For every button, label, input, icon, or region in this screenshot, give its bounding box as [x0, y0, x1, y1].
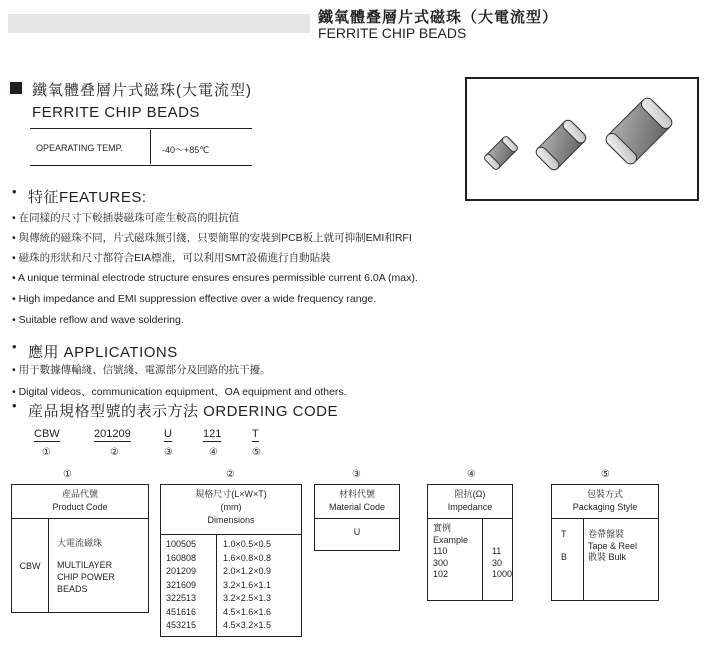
packaging-code: B — [561, 552, 568, 562]
ordering-code-3: U — [164, 428, 172, 440]
bullet-icon: • — [12, 398, 17, 413]
temp-value: -40～+85℃ — [162, 145, 210, 155]
product-photo — [465, 77, 699, 201]
dimension-size: 1.0×0.5×0.5 — [223, 539, 272, 549]
ordering-heading: 産品規格型號的表示方法 ORDERING CODE — [28, 403, 339, 420]
packaging-code: T — [561, 529, 567, 539]
dimension-size: 4.5×1.6×1.6 — [223, 606, 272, 617]
table-marker-1: ① — [63, 469, 72, 480]
dimension-size: 3.2×1.6×1.1 — [223, 579, 272, 590]
feature-zh-1: • 在同樣的尺寸下較插裝磁珠可産生較高的阻抗值 — [12, 212, 240, 224]
large-bead-icon — [604, 96, 675, 167]
temp-divider — [150, 130, 151, 164]
ordering-marker-4: ④ — [209, 447, 218, 458]
ordering-code-2: 201209 — [94, 428, 131, 440]
impedance-values — [482, 519, 512, 601]
ordering-code-5: T — [252, 428, 259, 440]
dimension-code: 322513 — [166, 593, 197, 603]
impedance-code: 110 — [433, 546, 448, 556]
table-marker-3: ③ — [352, 469, 361, 480]
bullet-icon: • — [12, 339, 17, 354]
ordering-code-1: CBW — [34, 428, 60, 440]
impedance-value: 1000 — [491, 569, 512, 579]
material-header: 材料代號 Material Code — [315, 485, 400, 519]
header-title-en: FERRITE CHIP BEADS — [318, 25, 467, 41]
product-code-desc: 大電流磁珠 MULTILAYER CHIP POWER BEADS — [49, 519, 149, 613]
table-marker-4: ④ — [467, 469, 476, 480]
impedance-example-en: Example — [433, 534, 469, 545]
chip-beads-image — [467, 79, 697, 199]
dimension-code: 451616 — [166, 606, 197, 617]
table-marker-2: ② — [226, 469, 235, 480]
packaging-desc-zh: 卷帶盤裝 — [588, 529, 625, 539]
feature-zh-3: • 磁珠的形狀和尺寸都符合EIA標准，可以利用SMT設備進行自動貼裝 — [12, 252, 331, 264]
impedance-example-zh: 實例 — [433, 523, 452, 533]
impedance-codes — [428, 519, 483, 601]
packaging-header: 包裝方式 Packaging Style — [552, 485, 659, 519]
ordering-marker-5: ⑤ — [252, 447, 261, 458]
packaging-table — [551, 484, 659, 601]
ordering-marker-2: ② — [110, 447, 119, 458]
square-bullet-icon — [10, 82, 22, 94]
feature-en-3: • Suitable reflow and wave soldering. — [12, 314, 184, 326]
temp-label: OPEARATING TEMP. — [36, 143, 124, 153]
packaging-codes — [552, 519, 584, 601]
header-bar — [8, 14, 310, 33]
applications-heading: 應用 APPLICATIONS — [28, 344, 178, 361]
dimension-code: 453215 — [166, 620, 197, 630]
table-marker-5: ⑤ — [601, 469, 610, 480]
ordering-marker-1: ① — [42, 447, 51, 458]
application-zh: • 用于數據傳輸綫、信號綫、電源部分及回路的抗干擾。 — [12, 364, 271, 376]
medium-bead-icon — [534, 118, 588, 172]
impedance-value: 11 — [491, 546, 502, 556]
impedance-value: 30 — [491, 557, 502, 568]
dimension-code: 201209 — [166, 566, 197, 576]
packaging-desc: 散裝 Bulk — [588, 552, 627, 562]
impedance-code: 300 — [433, 557, 449, 568]
feature-en-1: • A unique terminal electrode structure ensures ensures permissible current 6.0A (max). — [12, 272, 418, 284]
dimension-size: 1.6×0.8×0.8 — [223, 552, 272, 563]
dimension-size: 4.5×3.2×1.5 — [223, 620, 272, 630]
ordering-code-4: 121 — [203, 428, 222, 440]
impedance-header: 阻抗(Ω) Impedance — [428, 485, 513, 519]
dimensions-table — [160, 484, 302, 637]
dimension-code: 100505 — [166, 539, 197, 549]
ordering-marker-3: ③ — [164, 447, 173, 458]
small-bead-icon — [483, 135, 518, 170]
feature-zh-2: • 與傳統的磁珠不同，片式磁珠無引綫，只要簡單的安裝到PCB板上就可抑制EMI和RFI — [12, 232, 412, 244]
material-value: U — [315, 519, 400, 551]
packaging-descs — [584, 519, 659, 601]
dimension-size: 2.0×1.2×0.9 — [223, 566, 272, 576]
product-code-table — [11, 484, 149, 613]
features-heading: 特征FEATURES: — [28, 189, 147, 206]
dimensions-sizes — [217, 535, 302, 637]
dimension-code: 321609 — [166, 579, 197, 590]
dimensions-codes — [161, 535, 217, 637]
header-title-zh: 鐵氧體叠層片式磁珠（大電流型） — [318, 9, 559, 26]
product-code-header: 産品代號 Product Code — [12, 485, 149, 519]
material-table — [314, 484, 400, 551]
dimensions-header: 規格尺寸(L×W×T) (mm) Dimensions — [161, 485, 302, 535]
application-en: • Digital videos、communication equipment、OA equipment and others. — [12, 386, 347, 398]
product-title-en: FERRITE CHIP BEADS — [32, 104, 200, 121]
feature-en-2: • High impedance and EMI suppression effective over a wide frequency range. — [12, 293, 377, 305]
product-code-value: CBW — [12, 519, 49, 613]
packaging-desc-en: Tape & Reel — [588, 540, 638, 551]
impedance-table — [427, 484, 513, 601]
product-title-zh: 鐵氧體叠層片式磁珠(大電流型) — [32, 82, 252, 99]
bullet-icon: • — [12, 184, 17, 199]
dimension-size: 3.2×2.5×1.3 — [223, 593, 272, 603]
impedance-code: 102 — [433, 569, 449, 579]
dimension-code: 160808 — [166, 552, 197, 563]
